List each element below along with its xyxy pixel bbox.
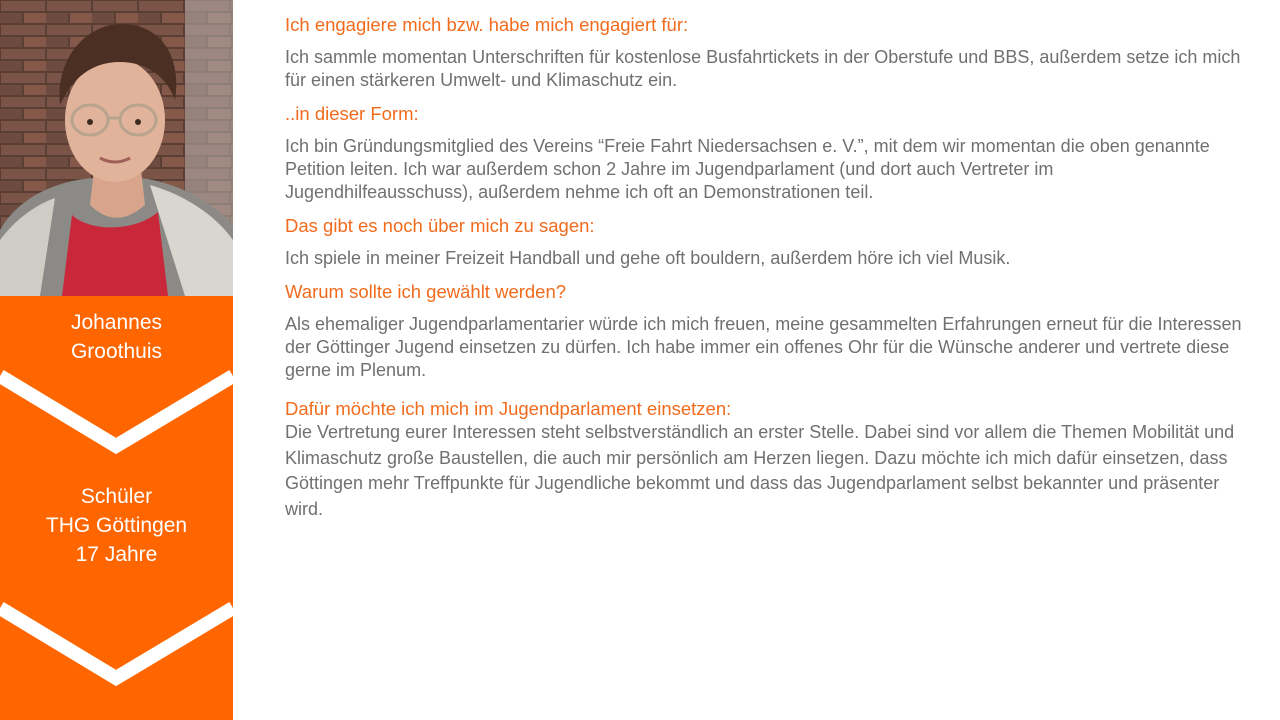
profile-school: THG Göttingen bbox=[45, 514, 188, 537]
section-body-about: Ich spiele in meiner Freizeit Handball und gehe oft bouldern, außerdem höre ich viel Musik. bbox=[285, 248, 1011, 268]
profile-details bbox=[0, 482, 233, 569]
chevron-divider-2 bbox=[0, 598, 233, 688]
section-heading-form: ..in dieser Form: bbox=[285, 103, 419, 124]
portrait-photo bbox=[0, 0, 233, 296]
section-heading-about: Das gibt es noch über mich zu sagen: bbox=[285, 215, 595, 236]
section-body-why-elect: Als ehemaliger Jugendparlamentarier würde ich mich freuen, meine gesammelten Erfahrungen erneut für die Interessen der Göttinger Jugend einsetzen zu dürfen. Ich habe immer ein offenes Ohr für die Wünsche anderer und vertrete diese gerne im Plenum. bbox=[285, 314, 1242, 380]
section-body-form: Ich bin Gründungsmitglied des Vereins “Freie Fahrt Niedersachsen e. V.”, mit dem wir momentan die oben genannte Petition leiten. Ich war außerdem schon 2 Jahre im Jugendparlament (und dort auch Vertreter im Jugendhilfeausschuss), außerdem nehme ich oft an Demonstrationen teil. bbox=[285, 136, 1210, 202]
profile-occupation: Schüler bbox=[80, 485, 153, 508]
section-body-engagement: Ich sammle momentan Unterschriften für kostenlose Busfahrtickets in der Oberstufe und BBS, außerdem setze ich mich für einen stärkeren Umwelt- und Klimaschutz ein. bbox=[285, 47, 1241, 90]
profile-age: 17 Jahre bbox=[75, 543, 158, 566]
profile-name bbox=[0, 308, 233, 366]
profile-sidebar bbox=[0, 0, 233, 720]
section-body-goals: Die Vertretung eurer Interessen steht selbstverständlich an erster Stelle. Dabei sind vor allem die Themen Mobilität und Klimaschutz große Baustellen, die auch mir persönlich am Herzen liegen. Dazu möchte ich mich dafür einsetzen, dass Göttingen mehr Treffpunkte für Jugendliche bekommt und dass das Jugendparlament selbst bekannter und präsenter wird. bbox=[285, 422, 1235, 519]
profile-first-name: Johannes bbox=[70, 311, 163, 334]
section-heading-engagement: Ich engagiere mich bzw. habe mich engagiert für: bbox=[285, 14, 689, 35]
portrait-illustration bbox=[0, 0, 233, 296]
section-heading-goals: Dafür möchte ich mich im Jugendparlament einsetzen: bbox=[285, 398, 732, 419]
profile-content bbox=[285, 13, 1245, 532]
profile-last-name: Groothuis bbox=[70, 340, 163, 363]
section-heading-why-elect: Warum sollte ich gewählt werden? bbox=[285, 281, 567, 302]
chevron-divider-1 bbox=[0, 366, 233, 456]
